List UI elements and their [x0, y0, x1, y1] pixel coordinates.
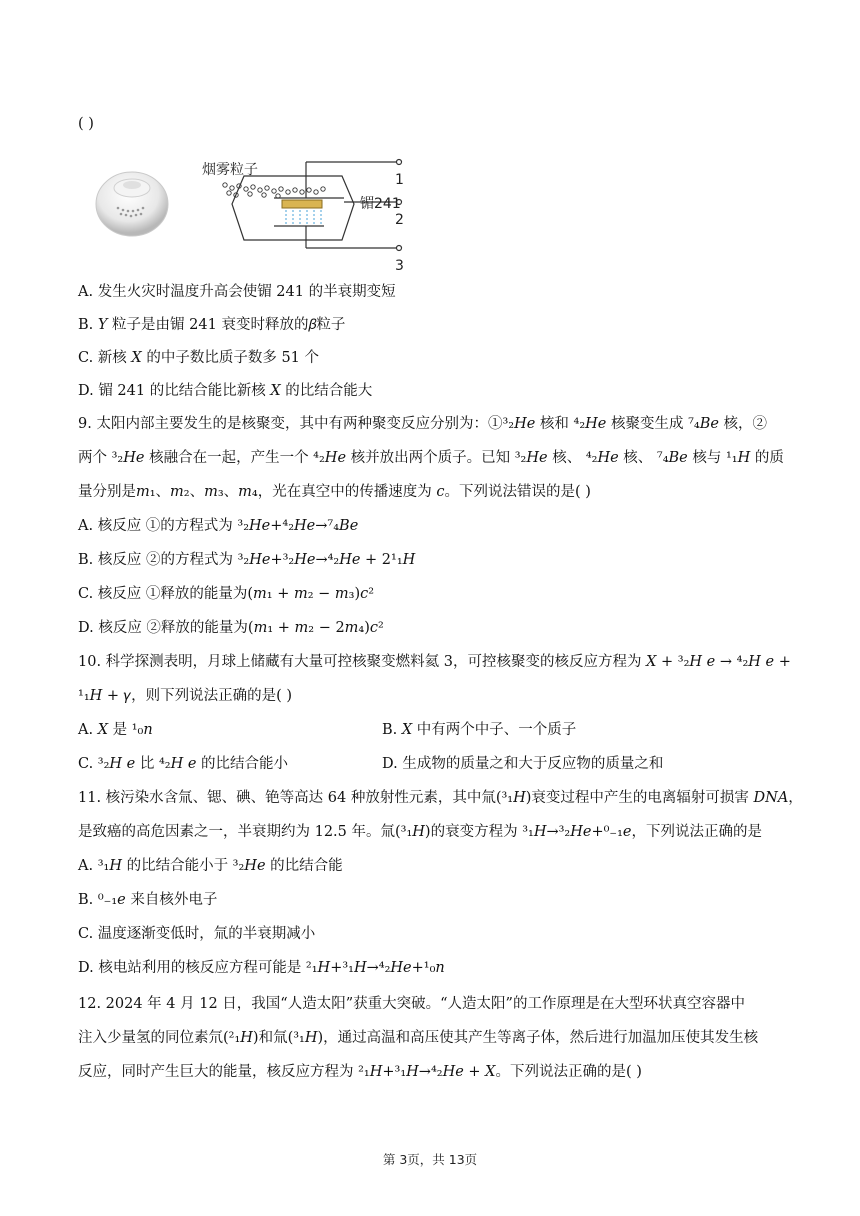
- smoke-detector-figure: [92, 152, 412, 276]
- q10-stem-line1: 10. 科学探测表明，月球上储藏有大量可控核聚变燃料氦 3，可控核聚变的核反应方程为 𝑋 + ³₂𝐻 𝑒 → ⁴₂𝐻 𝑒 +: [78, 654, 791, 670]
- smoke-particles-label: 烟雾粒子: [202, 162, 258, 178]
- q10-option-c: C. ³₂𝐻 𝑒 比 ⁴₂𝐻 𝑒 的比结合能小: [78, 756, 289, 772]
- q9-stem-line2: 两个 ³₂𝐻𝑒 核融合在一起，产生一个 ⁴₂𝐻𝑒 核并放出两个质子。已知 ³₂𝐻𝑒 核、 ⁴₂𝐻𝑒 核、 ⁷₄𝐵𝑒 核与 ¹₁𝐻 的质: [78, 450, 784, 466]
- page-footer: 第 3页，共 13页: [382, 1152, 478, 1167]
- q11-option-d: D. 核电站利用的核反应方程可能是 ²₁𝐻+³₁𝐻→⁴₂𝐻𝑒+¹₀𝑛: [78, 960, 445, 976]
- top-paren: ( ): [78, 116, 94, 132]
- q9-option-a: A. 核反应 ①的方程式为 ³₂𝐻𝑒+⁴₂𝐻𝑒→⁷₄𝐵𝑒: [78, 518, 359, 534]
- q10-option-a: A. 𝑋 是 ¹₀𝑛: [78, 722, 153, 738]
- q9-option-b: B. 核反应 ②的方程式为 ³₂𝐻𝑒+³₂𝐻𝑒→⁴₂𝐻𝑒 + 2¹₁𝐻: [78, 552, 416, 568]
- q9-option-d: D. 核反应 ②释放的能量为(𝑚₁ + 𝑚₂ − 2𝑚₄)𝑐²: [78, 620, 384, 636]
- q9-stem-line1: 9. 太阳内部主要发生的是核聚变，其中有两种聚变反应分别为：①³₂𝐻𝑒 核和 ⁴₂𝐻𝑒 核聚变生成 ⁷₄𝐵𝑒 核，②: [78, 416, 768, 432]
- q12-stem-line1: 12. 2024 年 4 月 12 日，我国“人造太阳”获重大突破。“人造太阳”的工作原理是在大型环状真空容器中: [78, 996, 745, 1012]
- q11-option-c: C. 温度逐渐变低时，氚的半衰期减小: [78, 926, 316, 942]
- terminal-1-label: 1: [395, 172, 404, 188]
- q12-stem-line3: 反应，同时产生巨大的能量，核反应方程为 ²₁𝐻+³₁𝐻→⁴₂𝐻𝑒 + 𝑋。下列说法正确的是( ): [78, 1064, 642, 1080]
- q11-option-a: A. ³₁𝐻 的比结合能小于 ³₂𝐻𝑒 的比结合能: [78, 858, 343, 874]
- q11-option-b: B. ⁰₋₁𝑒 来自核外电子: [78, 892, 218, 908]
- q9-option-c: C. 核反应 ①释放的能量为(𝑚₁ + 𝑚₂ − 𝑚₃)𝑐²: [78, 586, 375, 602]
- q10-stem-line2: ¹₁𝐻 + 𝛾，则下列说法正确的是( ): [78, 688, 293, 704]
- q10-option-d: D. 生成物的质量之和大于反应物的质量之和: [382, 756, 664, 772]
- q11-stem-line1: 11. 核污染水含氚、锶、碘、铯等高达 64 种放射性元素，其中氚(³₁𝐻)衰变过程中产生的电离辐射可损害 𝐷𝑁𝐴，: [78, 790, 803, 806]
- terminal-3-label: 3: [395, 258, 404, 272]
- q10-option-b: B. 𝑋 中有两个中子、一个质子: [382, 722, 577, 738]
- q8-option-d: D. 镅 241 的比结合能比新核 𝑋 的比结合能大: [78, 383, 373, 399]
- q8-option-c: C. 新核 𝑋 的中子数比质子数多 51 个: [78, 350, 320, 366]
- q11-stem-line2: 是致癌的高危因素之一，半衰期约为 12.5 年。氚(³₁𝐻)的衰变方程为 ³₁𝐻→³₂𝐻𝑒+⁰₋₁𝑒，下列说法正确的是: [78, 824, 762, 840]
- smoke-detector-photo-icon: [92, 152, 412, 272]
- q12-stem-line2: 注入少量氢的同位素氘(²₁𝐻)和氚(³₁𝐻)，通过高温和高压使其产生等离子体，然后进行加温加压使其发生核: [78, 1030, 759, 1046]
- q9-stem-line3: 量分别是𝑚₁、𝑚₂、𝑚₃、𝑚₄，光在真空中的传播速度为 𝑐。下列说法错误的是( ): [78, 484, 591, 500]
- americium-label: 镅241: [360, 196, 401, 212]
- q8-option-b: B. 𝑌 粒子是由镅 241 衰变时释放的𝛽粒子: [78, 317, 346, 333]
- terminal-2-label: 2: [395, 212, 404, 228]
- q8-option-a: A. 发生火灾时温度升高会使镅 241 的半衰期变短: [78, 284, 396, 300]
